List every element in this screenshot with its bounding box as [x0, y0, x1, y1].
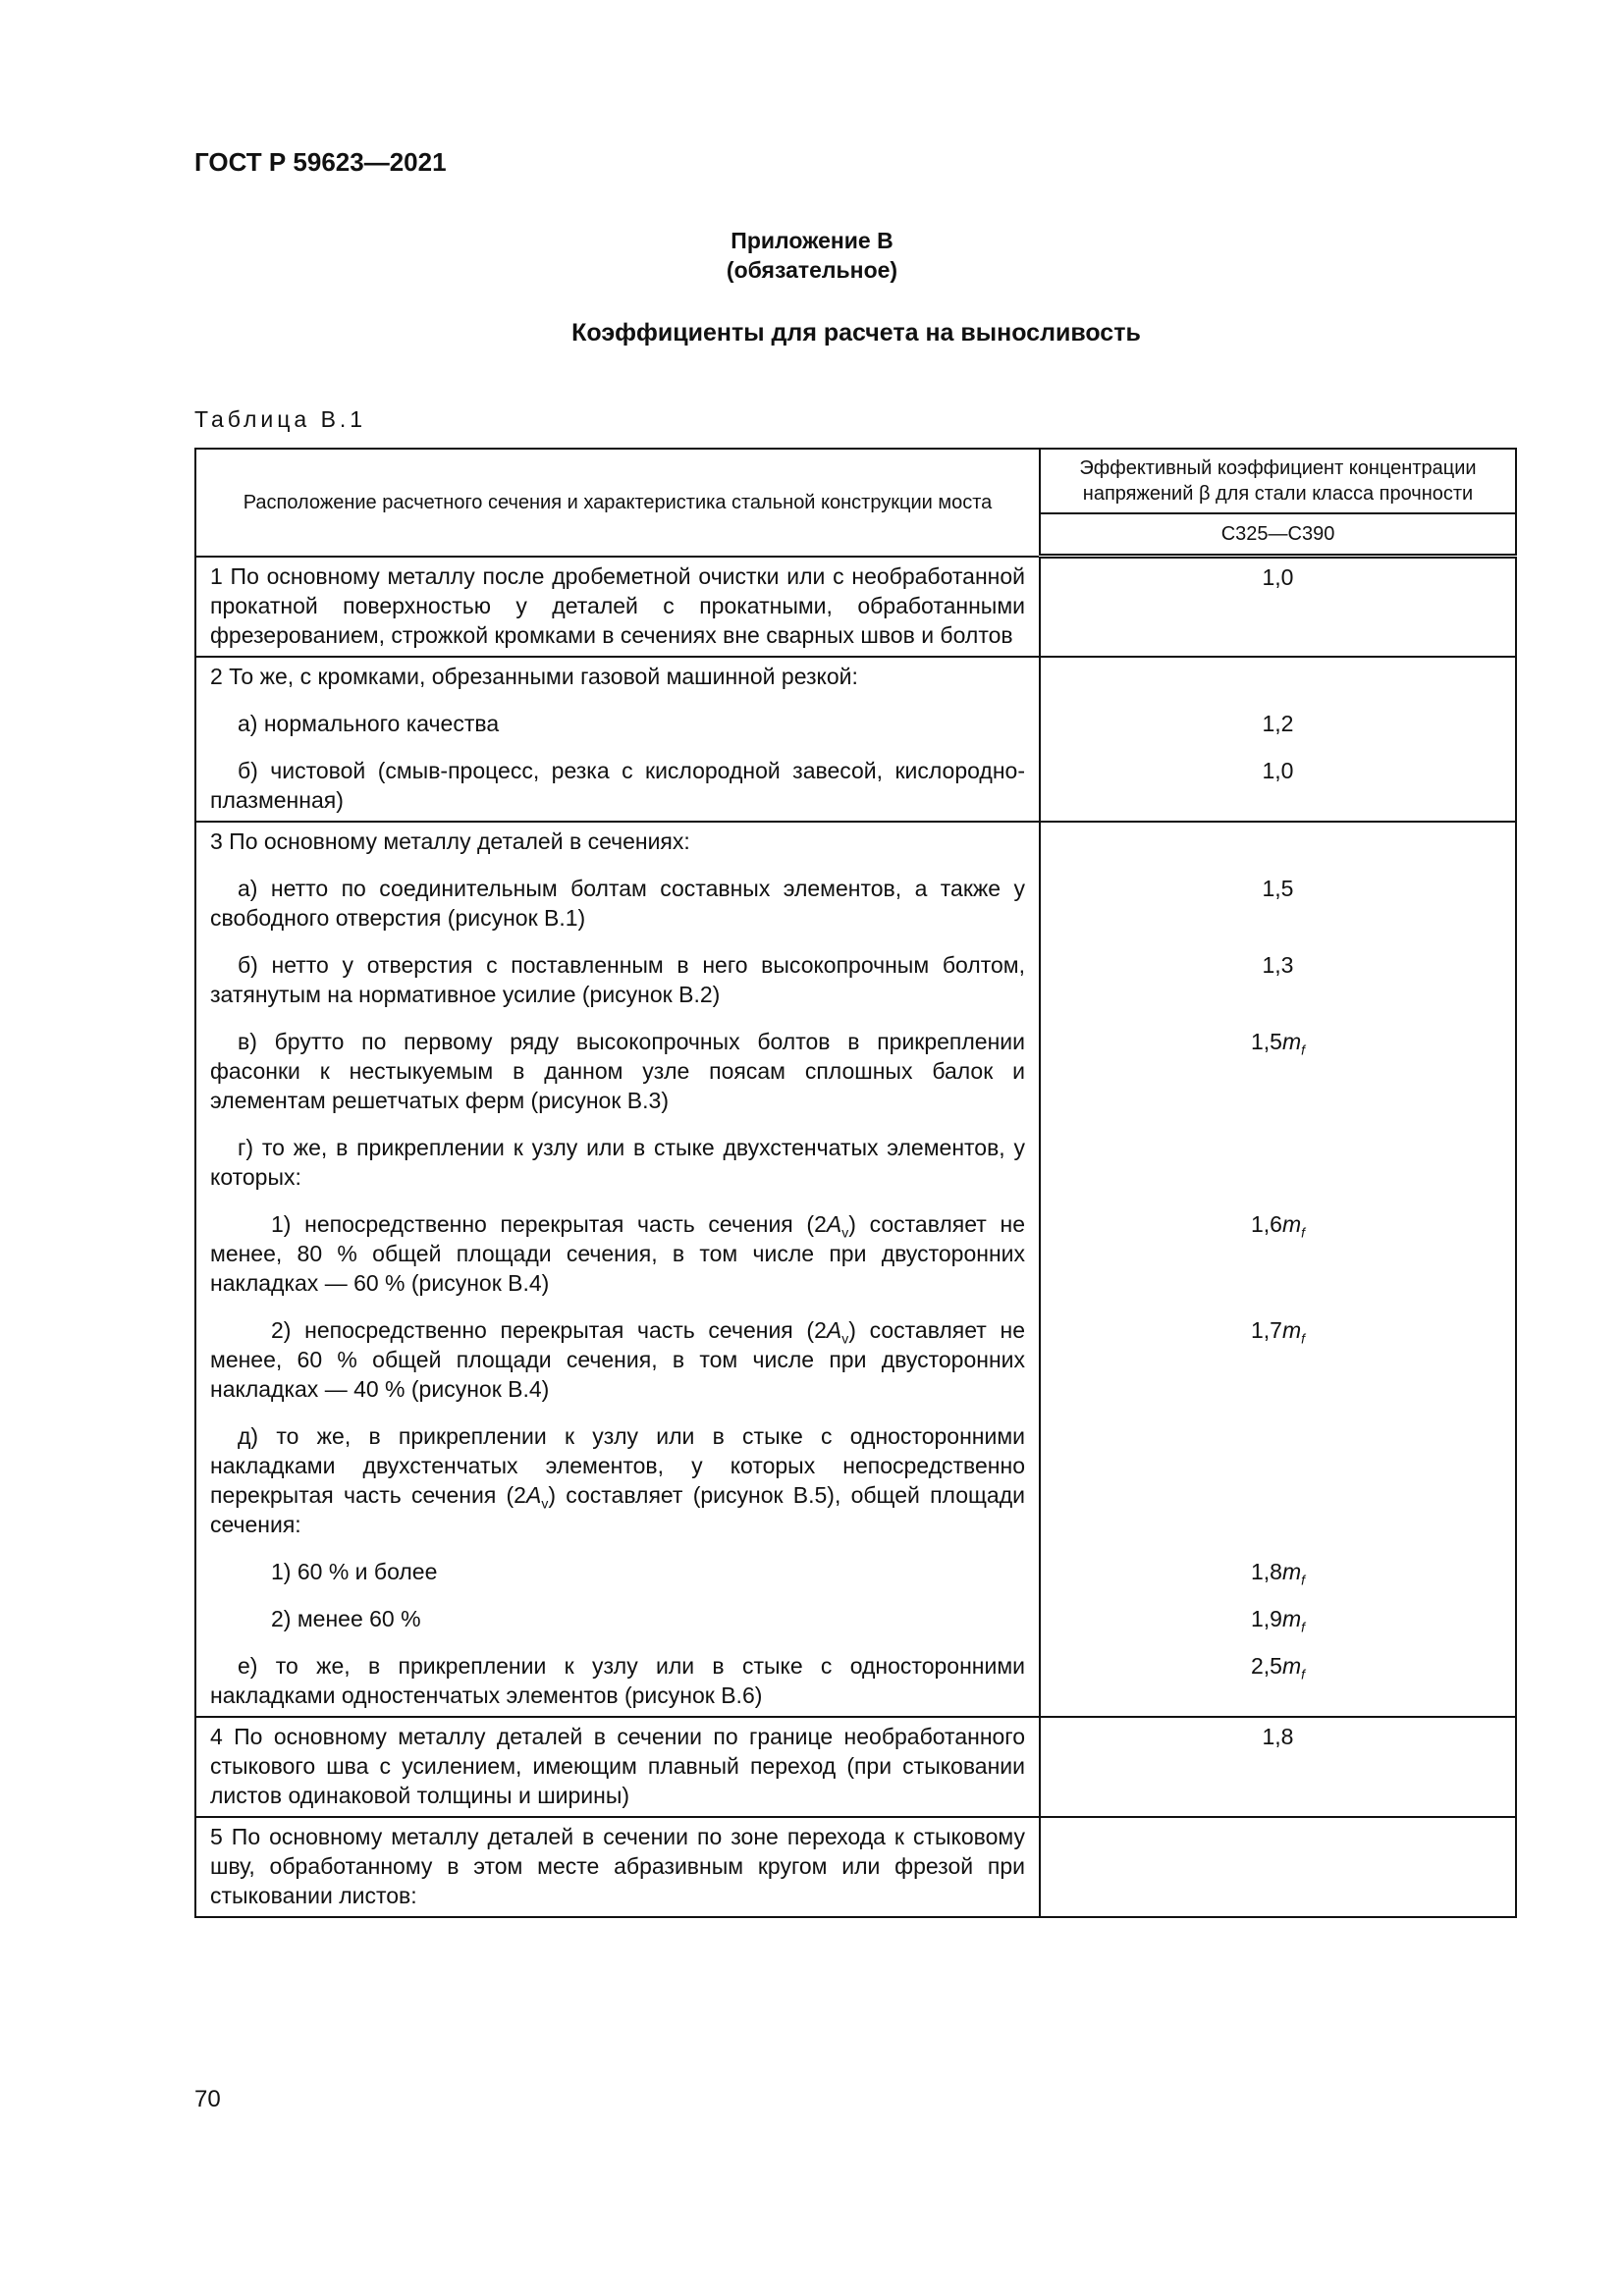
coefficients-table — [194, 448, 1517, 1918]
table-row — [195, 822, 1516, 1717]
row-3v-text: в) брутто по первому ряду высокопрочных болтов в прикреплении фасонки к нестыкуемым в данном узле поясам сплошных балок и элементам решетчатых ферм (рисунок В.3) — [210, 1028, 1025, 1113]
table-caption: Таблица В.1 — [194, 406, 367, 432]
row-3g2-text: 2) непосредственно перекрытая часть сечения $(2A_v)$ составляет не менее, 60 % общей площади сечения, в том числе при двусторонних накладках — 40 % (рисунок В.4) — [210, 1316, 1026, 1402]
row-1-text: 1 По основному металлу после дробеметной очистки или с необработанной прокатной поверхностью у деталей с прокатными, обработанными фрезерованием, строжкой кромками в сечениях вне сварных швов и болтов — [210, 562, 1025, 648]
row-3v-value: $1,5m_f$ — [1250, 1028, 1306, 1058]
row-3d1-value: $1,8m_f$ — [1250, 1558, 1306, 1588]
row-2a-value: 1,2 — [1262, 710, 1294, 736]
row-1-value: 1,0 — [1262, 564, 1294, 590]
row-2-text: 2 То же, с кромками, обрезанными газовой машинной резкой: — [210, 663, 858, 689]
row-3e-text: е) то же, в прикреплении к узлу или в стыке с односторонними накладками одностенчатых элементов (рисунок В.6) — [210, 1652, 1025, 1708]
row-3a-value: 1,5 — [1262, 875, 1294, 901]
row-3d1-text: 1) 60 % и более — [271, 1558, 438, 1584]
table-row — [195, 1717, 1516, 1817]
standard-designation: ГОСТ Р 59623—2021 — [194, 147, 447, 177]
row-2b-value: 1,0 — [1262, 757, 1294, 783]
row-5-value — [1041, 1822, 1515, 1851]
document-title: Коэффициенты для расчета на выносливость — [571, 319, 1141, 347]
table-row — [195, 1817, 1516, 1917]
row-3g1-text: 1) непосредственно перекрытая часть сечения $(2A_v)$ составляет не менее, 80 % общей площади сечения, в том числе при двусторонних накладках — 60 % (рисунок В.4) — [210, 1210, 1026, 1296]
row-3b-value: 1,3 — [1262, 951, 1294, 978]
row-3e-value: $2,5m_f$ — [1250, 1652, 1306, 1682]
row-2a-text: а) нормального качества — [238, 710, 500, 736]
header-coefficient: Эффективный коэффициент концентрации напряжений β для стали класса прочности — [1040, 449, 1516, 513]
annex-kind: (обязательное) — [726, 257, 898, 283]
row-3d-text: д) то же, в прикреплении к узлу или в стыке с односторонними накладками двухстенчатых элементов, у которых непосредственно перекрытая часть сечения $(2A_v)$ составляет (рисунок В.5), общей площади сечения: — [210, 1422, 1025, 1537]
row-2b-text: б) чистовой (смыв-процесс, резка с кислородной завесой, кислородно-плазменная) — [210, 757, 1025, 813]
row-3d2-text: 2) менее 60 % — [271, 1605, 421, 1631]
row-4-value: 1,8 — [1262, 1723, 1294, 1749]
row-3g2-value: $1,7m_f$ — [1250, 1316, 1306, 1347]
page-number: 70 — [194, 2086, 221, 2112]
row-4-text: 4 По основному металлу деталей в сечении по границе необработанного стыкового шва с усилением, имеющим плавный переход (при стыковании листов одинаковой толщины и ширины) — [210, 1723, 1025, 1808]
row-3b-text: б) нетто у отверстия с поставленным в него высокопрочным болтом, затянутым на нормативное усилие (рисунок В.2) — [210, 951, 1025, 1007]
row-3a-text: а) нетто по соединительным болтам составных элементов, а также у свободного отверстия (рисунок В.1) — [210, 875, 1025, 931]
row-3-text: 3 По основному металлу деталей в сечениях: — [210, 828, 690, 854]
row-3g-text: г) то же, в прикреплении к узлу или в стыке двухстенчатых элементов, у которых: — [210, 1134, 1025, 1190]
table-row — [195, 657, 1516, 822]
row-5-text: 5 По основному металлу деталей в сечении по зоне перехода к стыковому шву, обработанному в этом месте абразивным кругом или фрезой при стыковании листов: — [210, 1823, 1025, 1908]
row-3g1-value: $1,6m_f$ — [1250, 1210, 1306, 1241]
row-3d2-value: $1,9m_f$ — [1250, 1605, 1306, 1635]
header-steel-grade: С325—С390 — [1040, 513, 1516, 557]
table-row — [195, 557, 1516, 657]
annex-title: Приложение В — [731, 228, 893, 253]
header-location: Расположение расчетного сечения и характеристика стальной конструкции моста — [195, 449, 1040, 557]
